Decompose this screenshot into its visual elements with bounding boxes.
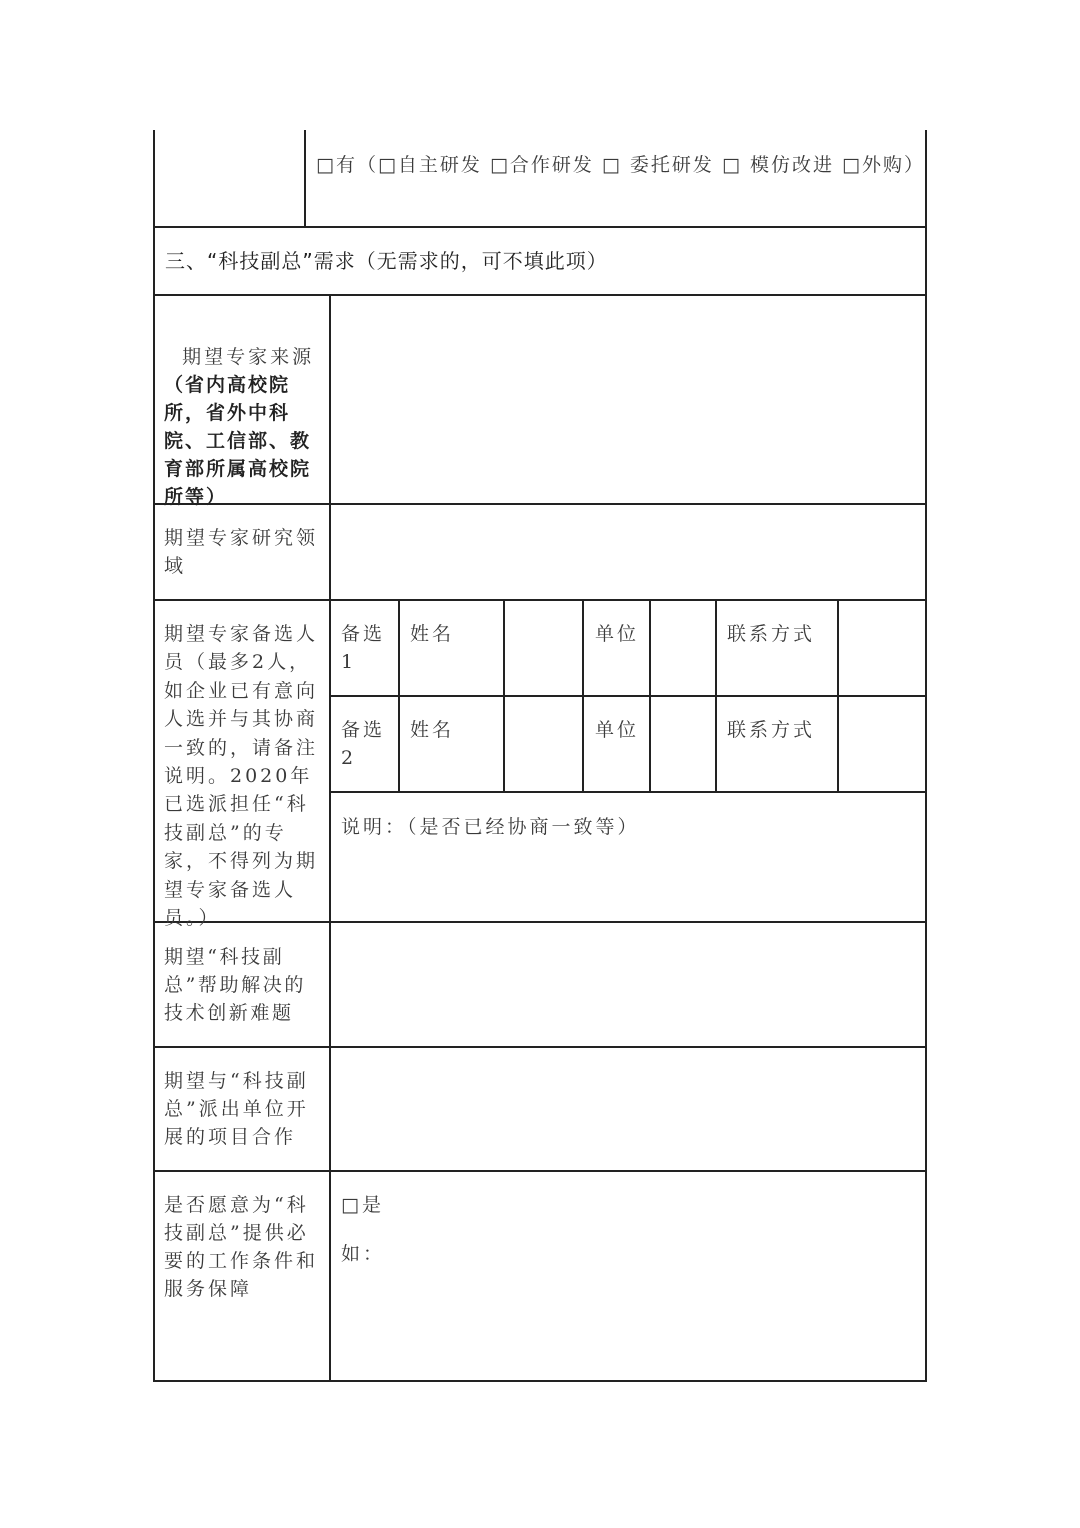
table-line [503,599,505,793]
candidate-1-label: 备选1 [341,623,386,673]
conditions-label: 是否愿意为“科技副总”提供必要的工作条件和服务保障 [164,1194,319,1300]
conditions-input[interactable] [400,1240,915,1370]
candidates-label: 期望专家备选人员（最多2人，如企业已有意向人选并与其协商一致的，请备注说明。2020年已选派担任“科技副总”的专家，不得列为期望专家备选人员。） [164,623,319,930]
table-line [153,599,927,601]
candidate-2-unit-input[interactable] [652,698,715,791]
candidate-2-unit-label: 单位 [595,719,640,741]
table-line [153,1380,927,1382]
candidate-2-contact-input[interactable] [840,698,925,791]
project-coop-label: 期望与“科技副总”派出单位开展的项目合作 [164,1070,309,1148]
table-line [153,294,927,296]
candidate-1-contact-label: 联系方式 [727,623,816,645]
table-line [837,599,839,793]
table-line [153,1046,927,1048]
table-line [925,130,927,1382]
table-line [398,599,400,793]
candidate-2-contact-label: 联系方式 [727,719,816,741]
table-line [329,294,331,1382]
table-line [153,1170,927,1172]
table-line [715,599,717,793]
candidate-1-name-input[interactable] [506,602,582,695]
conditions-example-label: 如： [341,1243,386,1265]
conditions-yes-checkbox[interactable]: □是 [341,1194,384,1216]
candidate-1-unit-label: 单位 [595,623,640,645]
expert-field-input[interactable] [332,506,924,599]
candidate-1-unit-input[interactable] [652,602,715,695]
expert-source-label-normal: 期望专家来源 [182,346,315,368]
table-line [649,599,651,793]
expert-source-input[interactable] [332,297,924,503]
candidate-1-name-label: 姓名 [410,623,455,645]
candidate-2-label: 备选2 [341,719,386,769]
rd-options-text: □有（□自主研发 □合作研发 □ 委托研发 □ 模仿改进 □外购） [316,154,925,176]
candidates-note[interactable]: 说明：（是否已经协商一致等） [341,816,640,838]
expert-field-label: 期望专家研究领域 [164,527,319,577]
table-line [304,130,306,227]
candidate-2-name-label: 姓名 [410,719,455,741]
expert-source-label-bold: （省内高校院所，省外中科院、工信部、教育部所属高校院所等） [164,374,312,508]
candidate-1-contact-input[interactable] [840,602,925,695]
table-line [153,130,155,1382]
section-title: 三、“科技副总”需求（无需求的，可不填此项） [165,249,608,273]
tech-problem-label: 期望“科技副总”帮助解决的技术创新难题 [164,946,306,1024]
table-line [153,226,927,228]
candidate-2-name-input[interactable] [506,698,582,791]
expert-source-label [164,315,324,511]
table-line [582,599,584,793]
tech-problem-input[interactable] [332,924,924,1046]
project-coop-input[interactable] [332,1049,924,1170]
